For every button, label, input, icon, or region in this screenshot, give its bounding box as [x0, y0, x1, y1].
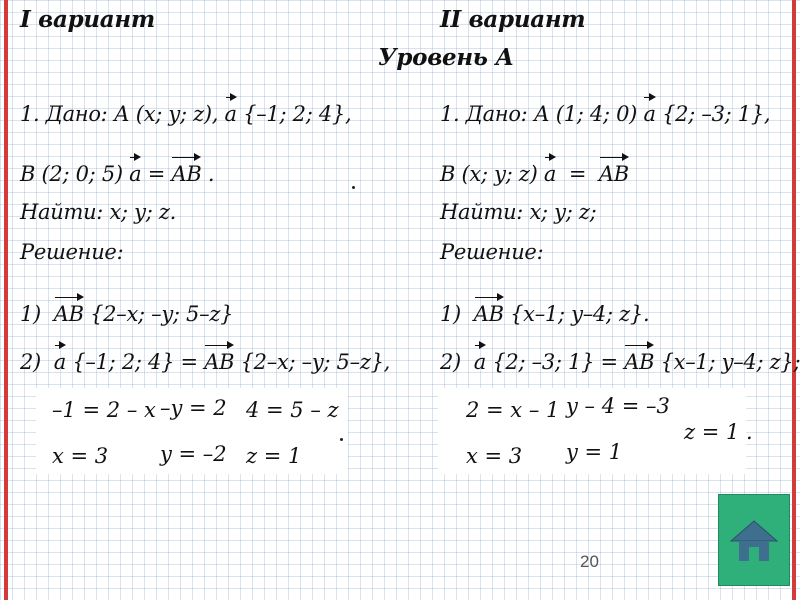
v1-step2-vector-ab: AB [204, 350, 235, 374]
v1-given-line [20, 100, 351, 126]
v1-vector-ab: AB [171, 162, 202, 186]
v2-point-b: B (x; y; z) [440, 162, 538, 186]
v1-eq-z: 4 = 5 – z [246, 398, 339, 422]
v2-eq-x: 2 = x – 1 [466, 398, 560, 422]
variant1-title: I вариант [20, 6, 155, 33]
v1-given-coords: {–1; 2; 4}, [243, 102, 352, 126]
v1-result-x: x = 3 [52, 444, 109, 468]
v1-step1-vector-ab: AB [53, 302, 84, 326]
v2-step2-vector-a: a [473, 350, 486, 374]
v2-result-z: z = 1 . [684, 420, 753, 444]
v2-step2-coords: {x–1; y–4; z}; [660, 350, 800, 374]
v2-given-coords: {2; –3; 1}, [662, 102, 771, 126]
v1-eq-x: –1 = 2 – x [52, 398, 156, 422]
v1-step2-num: 2) [20, 350, 41, 374]
v2-step1-vector-ab: AB [473, 302, 504, 326]
level-title: Уровень А [378, 44, 514, 71]
v1-step2 [20, 348, 390, 374]
v1-vector-a: a [129, 162, 142, 186]
v1-eq-y: –y = 2 [160, 396, 227, 420]
v2-result-x: x = 3 [466, 444, 523, 468]
v1-period: . [207, 162, 215, 186]
v2-vector-a: a [543, 162, 557, 186]
v1-given-prefix: 1. Дано: А (x; y; z), [20, 102, 219, 126]
v2-step2-vector-ab: AB [624, 350, 655, 374]
v2-equals: = [568, 162, 587, 186]
v1-find: Найти: x; y; z. [20, 200, 176, 224]
v1-step2-mid: {–1; 2; 4} = [72, 350, 198, 374]
v1-point-b: B (2; 0; 5) [20, 162, 123, 186]
v1-step2-coords: {2–x; –y; 5–z}, [240, 350, 391, 374]
v1-solution: Решение: [20, 240, 124, 264]
v2-step2-mid: {2; –3; 1} = [492, 350, 618, 374]
v1-step1-num: 1) [20, 302, 41, 326]
v1-b-line [20, 160, 214, 186]
v2-b-line [440, 160, 629, 186]
v2-step1-num: 1) [440, 302, 461, 326]
v2-step1-coords: {x–1; y–4; z}. [510, 302, 650, 326]
v1-step1 [20, 300, 233, 326]
v2-eq-y: y – 4 = –3 [566, 394, 670, 418]
v1-step2-vector-a: a [53, 350, 66, 374]
v2-step2-num: 2) [440, 350, 461, 374]
home-button[interactable] [718, 494, 790, 586]
v2-step1 [440, 300, 649, 326]
v2-result-y: y = 1 [566, 440, 623, 464]
v1-step1-coords: {2–x; –y; 5–z} [90, 302, 234, 326]
v2-given-prefix: 1. Дано: А (1; 4; 0) [440, 102, 638, 126]
v2-given-line [440, 100, 770, 126]
stray-dot [352, 186, 355, 189]
v2-vector-ab: AB [598, 162, 629, 186]
v2-find: Найти: x; y; z; [440, 200, 597, 224]
stray-dot [340, 438, 343, 441]
v1-result-z: z = 1 [246, 444, 302, 468]
variant2-title: II вариант [440, 6, 586, 33]
v2-step2 [440, 348, 800, 374]
v2-solution: Решение: [440, 240, 544, 264]
page-number: 20 [580, 552, 599, 571]
home-icon [719, 495, 789, 585]
v1-vector-a: a [224, 102, 237, 126]
v1-result-y: y = –2 [160, 442, 227, 466]
v2-vector-a: a [643, 102, 656, 126]
v1-equals: = [147, 162, 166, 186]
